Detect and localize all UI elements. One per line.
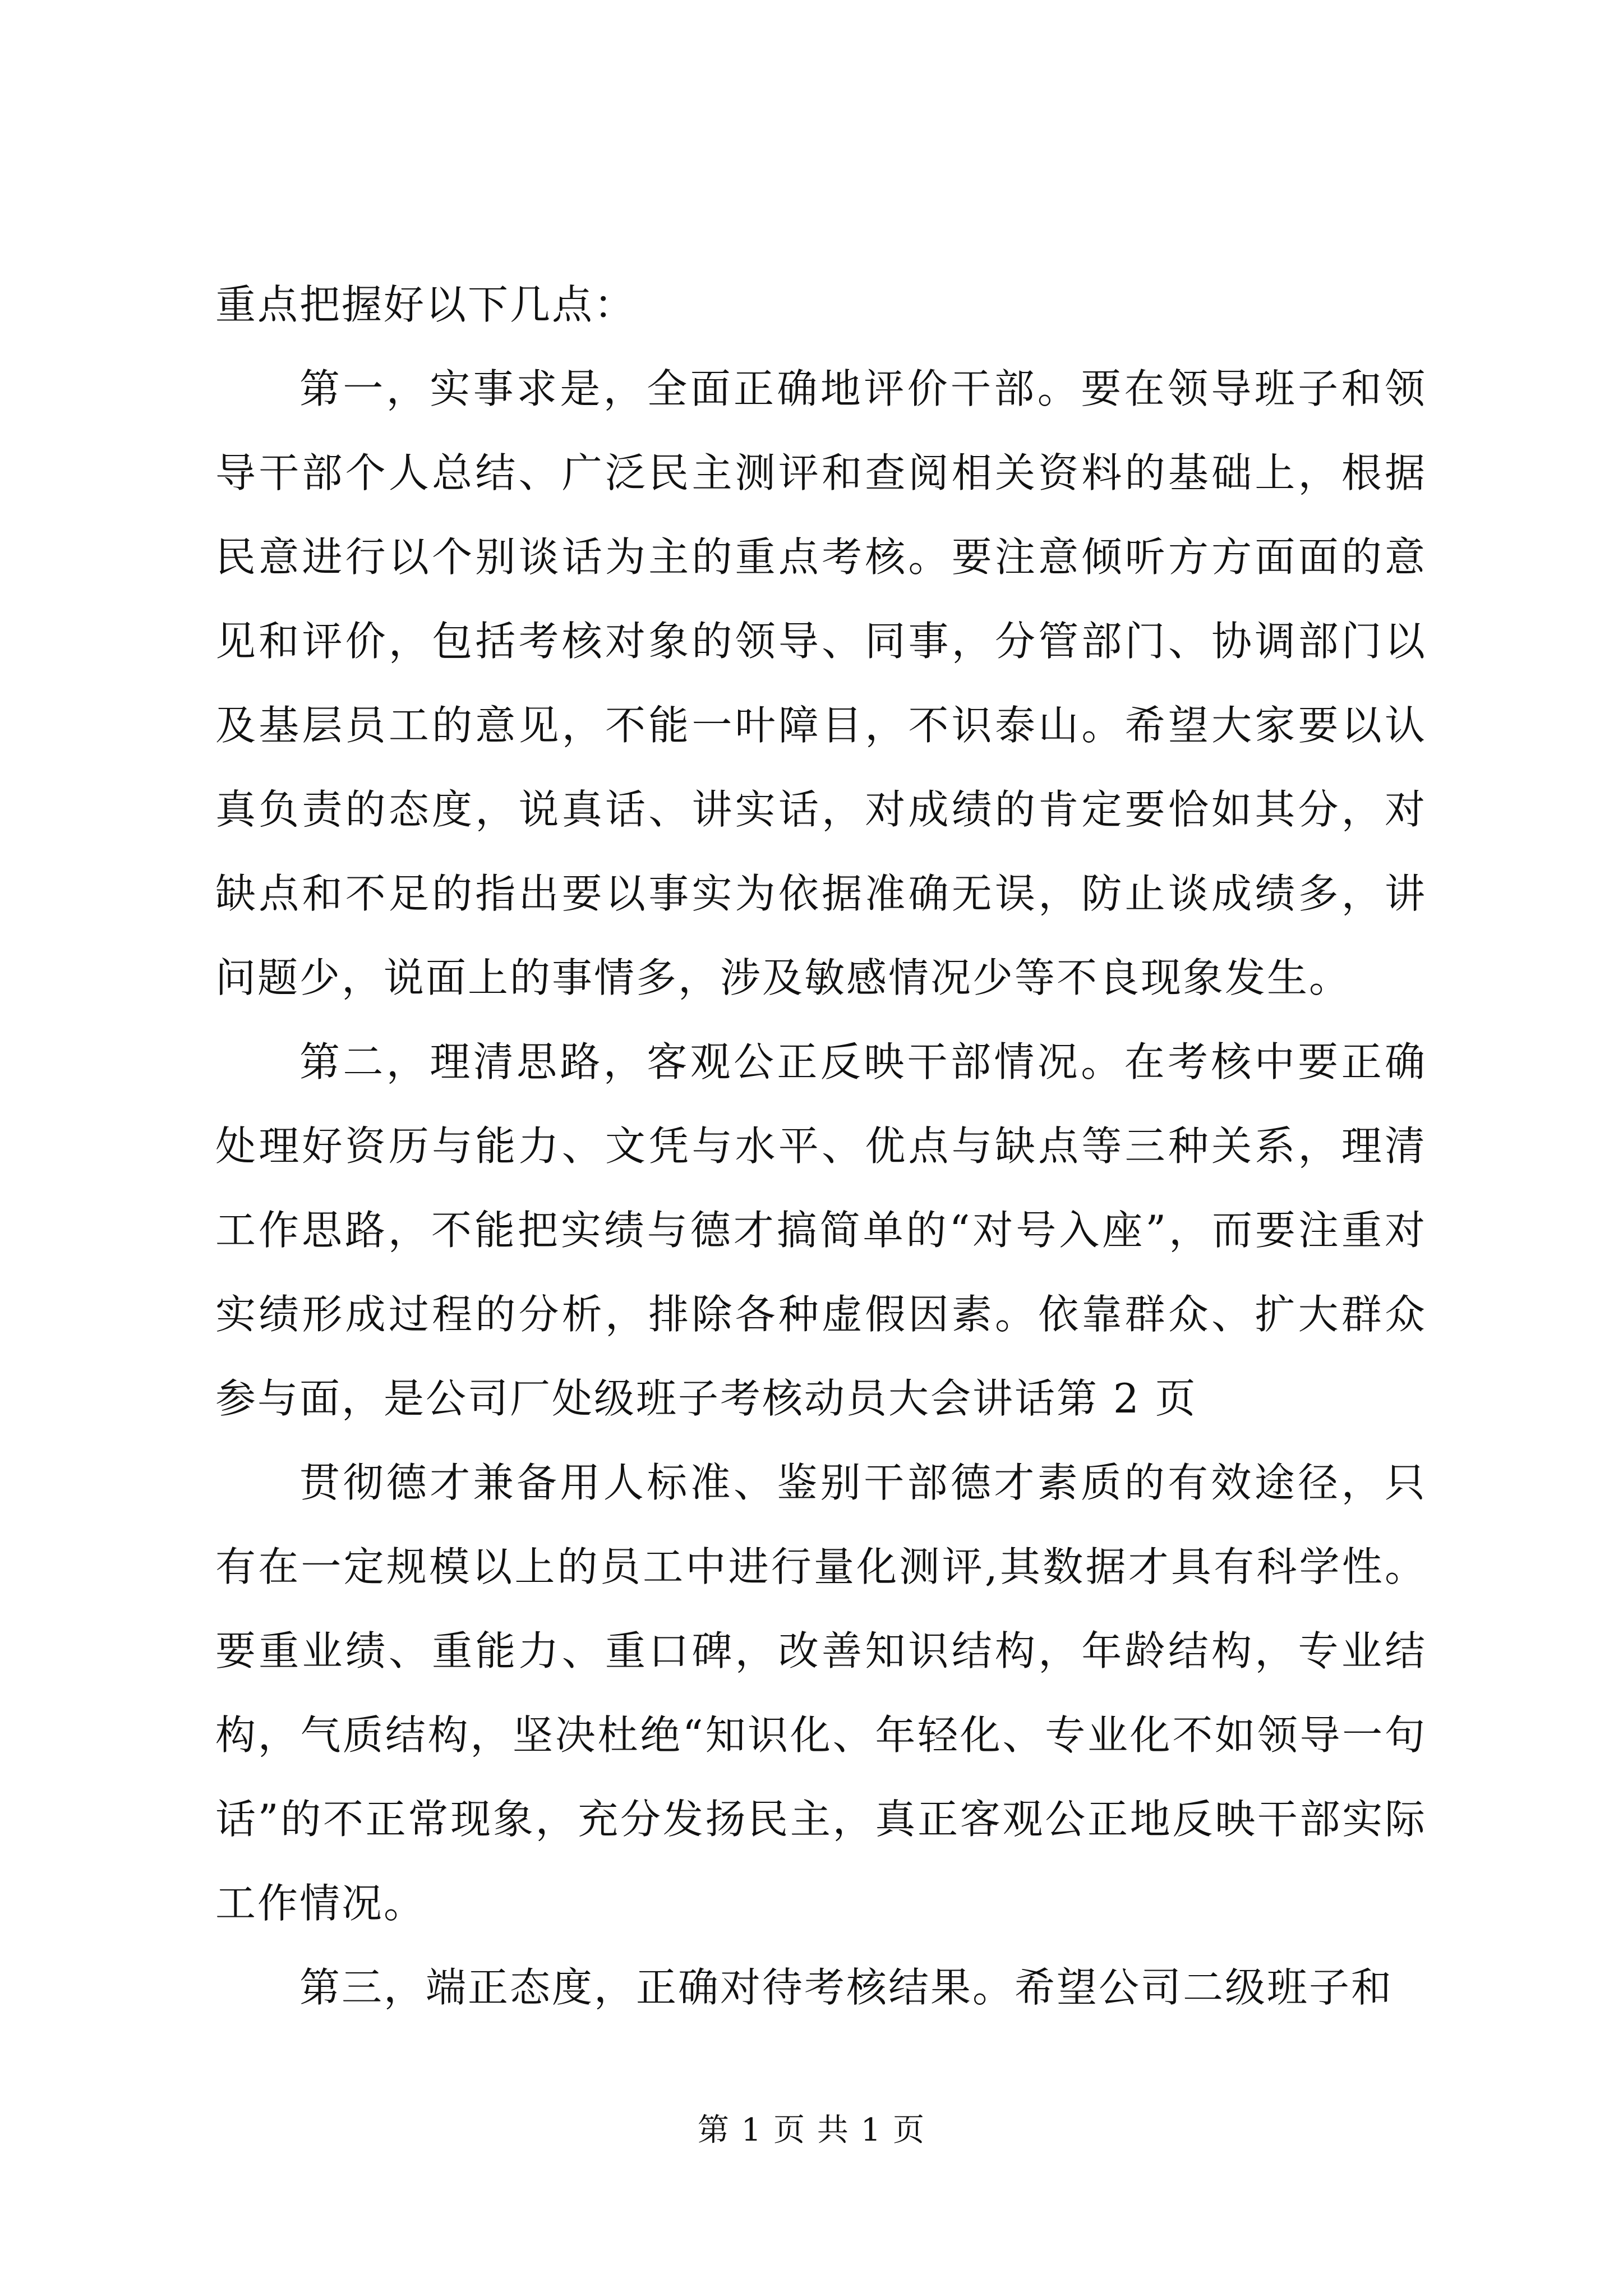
document-body	[215, 263, 1427, 2030]
paragraph-intro: 重点把握好以下几点：	[215, 281, 637, 328]
page-footer: 第 1 页 共 1 页	[697, 2112, 926, 2148]
paragraph-first-point: 第一，实事求是，全面正确地评价干部。要在领导班子和领导干部个人总结、广泛民主测评和查阅相关资料的基础上，根据民意进行以个别谈话为主的重点考核。要注意倾听方方面面的意见和评价，包括考核对象的领导、同事，分管部门、协调部门以及基层员工的意见，不能一叶障目，不识泰山。希望大家要以认真负责的态度，说真话、讲实话，对成绩的肯定要恰如其分，对缺点和不足的指出要以事实为依据准确无误，防止谈成绩多，讲问题少，说面上的事情多，涉及敏感情况少等不良现象发生。	[215, 365, 1427, 1001]
paragraph-second-point: 第二，理清思路，客观公正反映干部情况。在考核中要正确处理好资历与能力、文凭与水平、优点与缺点等三种关系，理清工作思路，不能把实绩与德才搞简单的“对号入座”，而要注重对实绩形成过程的分析，排除各种虚假因素。依靠群众、扩大群众参与面，是公司厂处级班子考核动员大会讲话第 2 页	[215, 1038, 1427, 1422]
paragraph-continuation: 贯彻德才兼备用人标准、鉴别干部德才素质的有效途径，只有在一定规模以上的员工中进行量化测评,其数据才具有科学性。要重业绩、重能力、重口碑，改善知识结构，年龄结构，专业结构，气质结构，坚决杜绝“知识化、年轻化、专业化不如领导一句话”的不正常现象，充分发扬民主，真正客观公正地反映干部实际工作情况。	[215, 1459, 1427, 1927]
paragraph-third-point: 第三，端正态度，正确对待考核结果。希望公司二级班子和	[299, 1964, 1394, 2011]
